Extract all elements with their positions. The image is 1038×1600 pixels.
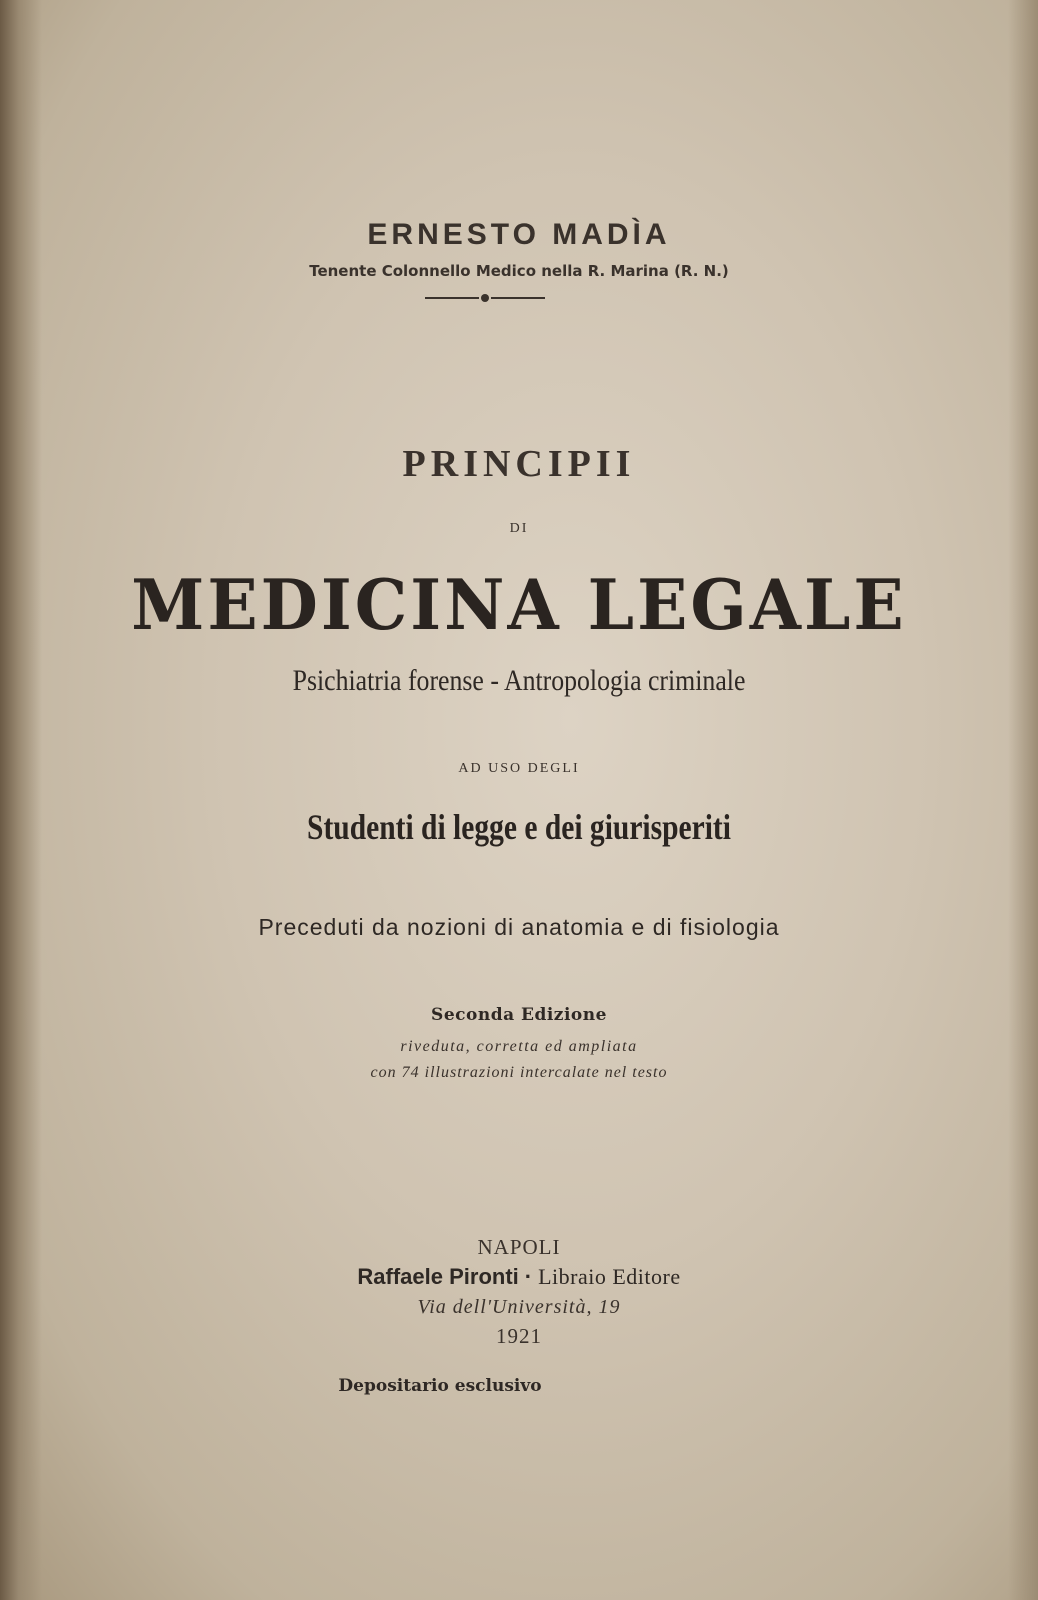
imprint-year: 1921 (496, 1324, 542, 1348)
imprint-publisher (0, 1264, 1038, 1290)
audience-intro: AD USO DEGLI (458, 761, 580, 776)
edition-note-illustrations: con 74 illustrazioni intercalate nel testo (370, 1064, 668, 1081)
divider-line-right (491, 297, 545, 299)
preface-note: Preceduti da nozioni di anatomia e di fisiologia (258, 914, 780, 940)
imprint-city: NAPOLI (477, 1235, 561, 1259)
title-heading: PRINCIPII (402, 443, 636, 485)
publisher-separator: · (524, 1264, 533, 1289)
publisher-role: Libraio Editore (538, 1264, 681, 1289)
depositary-note: Depositario esclusivo (338, 1376, 542, 1396)
divider-ornament (425, 294, 545, 302)
main-title: MEDICINA LEGALE (131, 564, 907, 646)
author-rank: Tenente Colonnello Medico nella R. Marina (R. N.) (309, 262, 729, 280)
audience-line: Studenti di legge e dei giurisperiti (307, 807, 731, 847)
edition-note-revised: riveduta, corretta ed ampliata (400, 1038, 638, 1055)
title-connector: DI (509, 521, 529, 536)
author-name: ERNESTO MADÌA (367, 218, 671, 251)
subtitle: Psichiatria forense - Antropologia criminale (292, 664, 746, 697)
edition-label: Seconda Edizione (431, 1005, 607, 1025)
imprint-address: Via dell'Università, 19 (417, 1296, 621, 1318)
divider-dot (481, 294, 489, 302)
publisher-name: Raffaele Pironti (357, 1264, 519, 1289)
divider-line-left (425, 297, 479, 299)
